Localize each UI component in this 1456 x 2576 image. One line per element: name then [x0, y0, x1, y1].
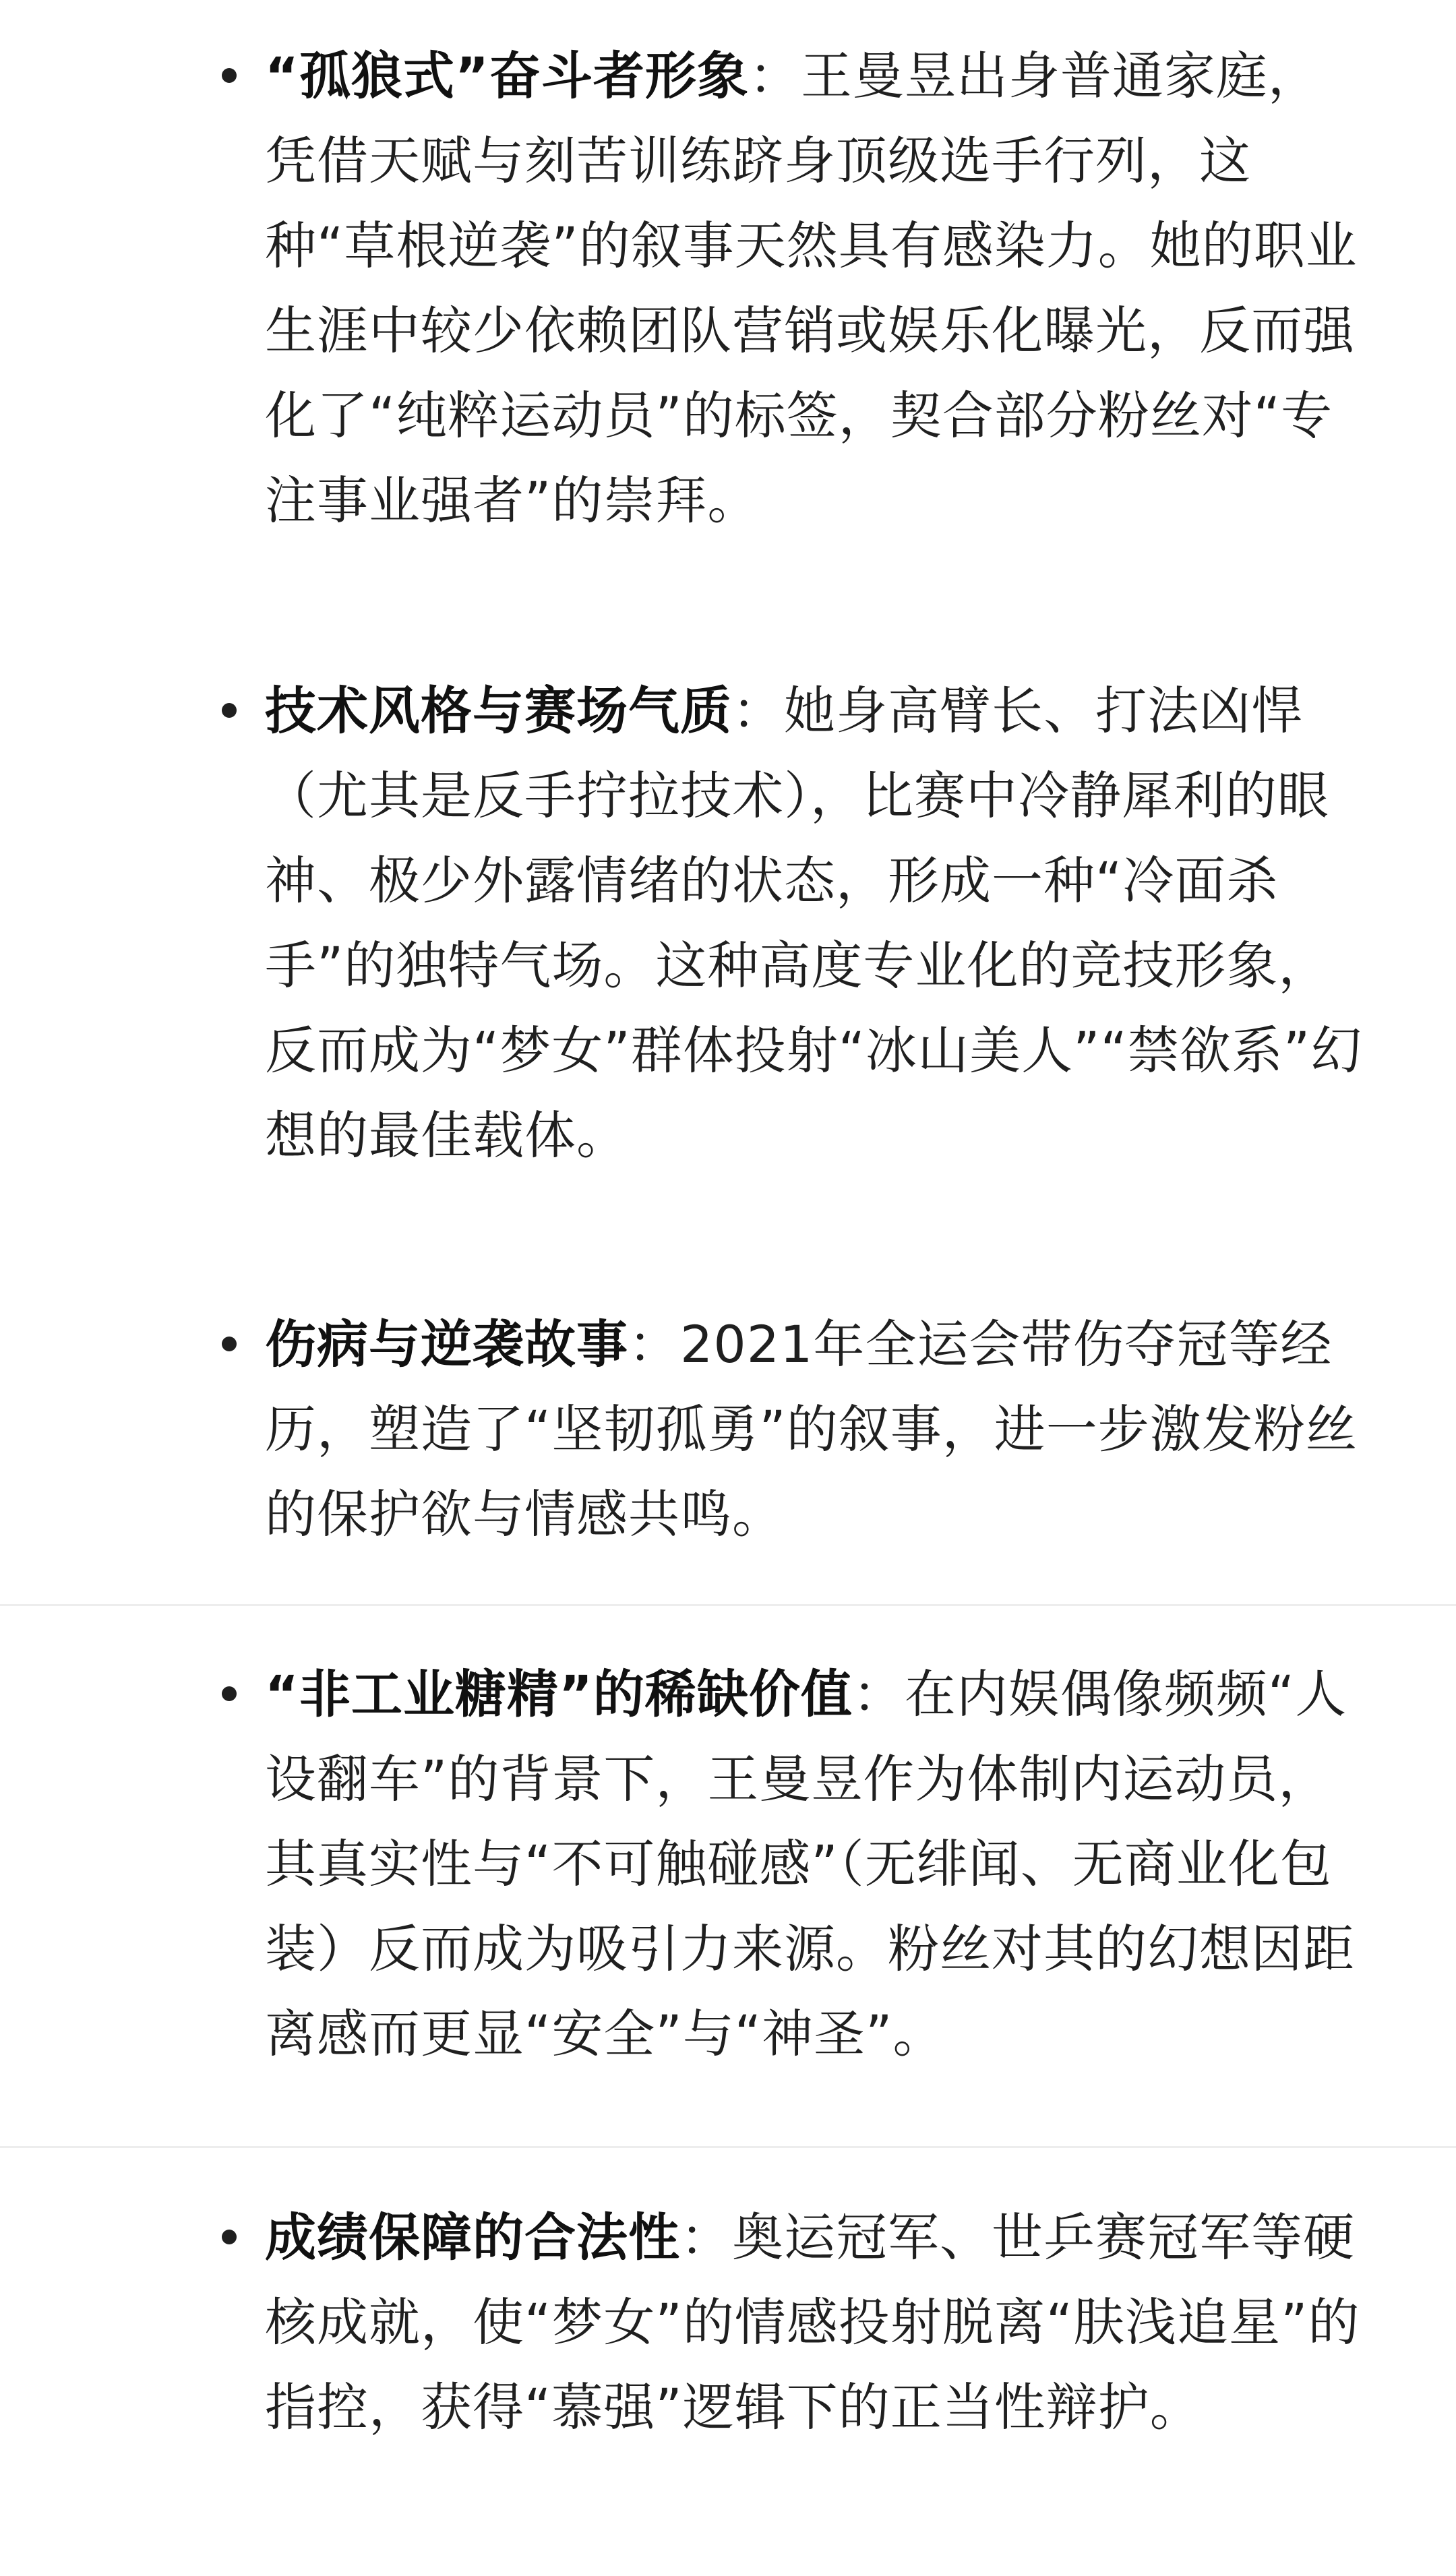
- bullet-dot: [222, 68, 237, 83]
- list-item: [265, 34, 1364, 543]
- list-item: [265, 1302, 1364, 1557]
- item-body: ：奥运冠军、世乒赛冠军等硬核成就，使“梦女”的情感投射脱离“肤浅追星”的指控，获得“慕强”逻辑下的正当性辩护。: [265, 2207, 1360, 2437]
- item-title: “孤狼式”奋斗者形象: [265, 46, 749, 106]
- item-title: 成绩保障的合法性: [265, 2207, 680, 2267]
- list-item: [265, 669, 1364, 1178]
- bullet-dot: [222, 1337, 237, 1351]
- bullet-dot: [222, 1686, 237, 1701]
- item-title: 伤病与逆袭故事: [265, 1314, 628, 1374]
- item-body: ：2021年全运会带伤夺冠等经历，塑造了“坚韧孤勇”的叙事，进一步激发粉丝的保护欲与情感共鸣。: [265, 1314, 1358, 1544]
- section-divider: [0, 1604, 1456, 1606]
- list-item: [265, 2195, 1364, 2450]
- bullet-dot: [222, 703, 237, 718]
- item-body: ：在内娱偶像频频“人设翻车”的背景下，王曼昱作为体制内运动员，其真实性与“不可触碰感”（无绯闻、无商业化包装）反而成为吸引力来源。粉丝对其的幻想因距离感而更显“安全”与“神圣”。: [265, 1664, 1355, 2064]
- item-title: “非工业糖精”的稀缺价值: [265, 1664, 853, 1724]
- item-body: ：她身高臂长、打法凶悍（尤其是反手拧拉技术），比赛中冷静犀利的眼神、极少外露情绪的状态，形成一种“冷面杀手”的独特气场。这种高度专业化的竞技形象，反而成为“梦女”群体投射“冰山美人”“禁欲系”幻想的最佳载体。: [265, 681, 1363, 1165]
- bullet-dot: [222, 2230, 237, 2244]
- item-body: ：王曼昱出身普通家庭，凭借天赋与刻苦训练跻身顶级选手行列，这种“草根逆袭”的叙事天然具有感染力。她的职业生涯中较少依赖团队营销或娱乐化曝光，反而强化了“纯粹运动员”的标签，契合部分粉丝对“专注事业强者”的崇拜。: [265, 46, 1358, 530]
- item-title: 技术风格与赛场气质: [265, 681, 732, 741]
- section-divider: [0, 2146, 1456, 2148]
- list-item: [265, 1652, 1364, 2077]
